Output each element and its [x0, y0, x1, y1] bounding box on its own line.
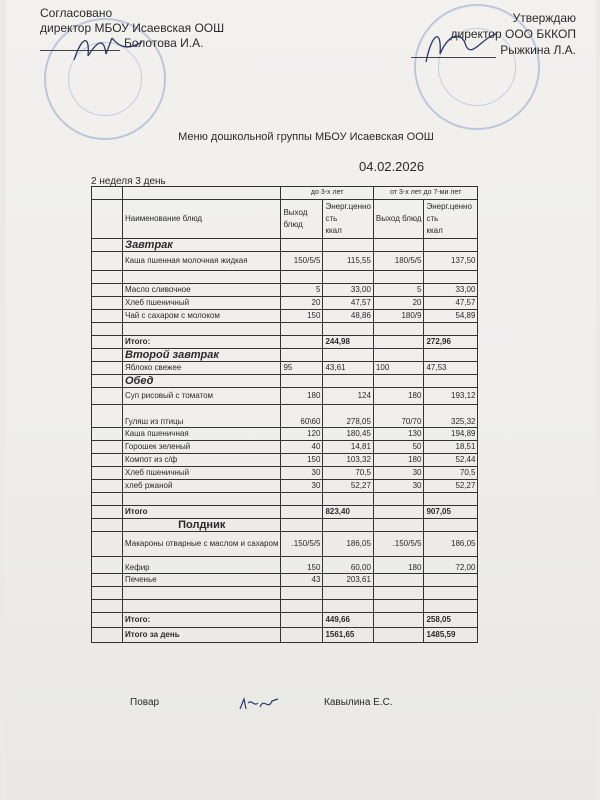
energy-value: 48,86 — [323, 310, 373, 323]
energy-value: 60,00 — [323, 557, 373, 574]
energy-value: 70,5 — [323, 467, 373, 480]
section-row-snack — [92, 519, 478, 532]
approval-right-name: Рыжкина Л.А. — [500, 43, 576, 57]
output-value: 5 — [281, 284, 323, 297]
table-row — [92, 467, 478, 480]
output-value: 180 — [373, 454, 424, 467]
energy-value: 18,51 — [424, 441, 478, 454]
table-row — [92, 323, 478, 336]
dish-name: Каша пшенная молочная жидкая — [123, 252, 281, 271]
dish-name: Горошек зеленый — [123, 441, 281, 454]
age-header-1-3: до 3-х лет — [281, 187, 373, 200]
output-value: 30 — [373, 480, 424, 493]
energy-value: 43,61 — [323, 362, 373, 375]
output-value: 180 — [373, 557, 424, 574]
energy-value: 54,89 — [424, 310, 478, 323]
cook-label: Повар — [130, 697, 160, 708]
table-row — [92, 362, 478, 375]
table-row — [92, 405, 478, 428]
output-value: 150 — [281, 557, 323, 574]
section-row-breakfast — [92, 239, 478, 252]
output-value: 100 — [373, 362, 424, 375]
section-second-breakfast: Второй завтрак — [123, 349, 281, 362]
table-row — [92, 252, 478, 271]
output-value: 180/9 — [373, 310, 424, 323]
table-row — [92, 428, 478, 441]
output-value: 5 — [373, 284, 424, 297]
approval-right-position: директор ООО БККОП — [450, 27, 576, 41]
dish-name: Суп рисовый с томатом — [123, 388, 281, 405]
table-row — [92, 532, 478, 557]
section-lunch: Обед — [123, 375, 281, 388]
menu-title: Меню дошкольной группы МБОУ Исаевская ООШ — [178, 131, 434, 143]
header-dish-name: Наименование блюд — [123, 200, 281, 239]
energy-value: 70,5 — [424, 467, 478, 480]
total-energy-2: 258,05 — [424, 613, 478, 628]
total-label: Итого: — [123, 613, 281, 628]
dish-name: Чай с сахаром с молоком — [123, 310, 281, 323]
output-value: 150 — [281, 454, 323, 467]
output-value: 43 — [281, 574, 323, 587]
output-value: 30 — [281, 480, 323, 493]
table-row — [92, 454, 478, 467]
total-energy-1: 244,98 — [323, 336, 373, 349]
energy-value: 194,89 — [424, 428, 478, 441]
output-value: 130 — [373, 428, 424, 441]
section-row-second-breakfast — [92, 349, 478, 362]
table-row — [92, 297, 478, 310]
energy-value: 180,45 — [323, 428, 373, 441]
cook-name: Кавылина Е.С. — [324, 697, 393, 708]
table-row — [92, 587, 478, 600]
energy-value: 278,05 — [323, 405, 373, 428]
header-output-2: Выход блюд — [373, 200, 424, 239]
age-header-3-7: от 3-х лет до 7-ми лет — [373, 187, 478, 200]
day-total-energy-1: 1561,65 — [323, 628, 373, 643]
table-row — [92, 600, 478, 613]
table-row — [92, 574, 478, 587]
energy-value: 186,05 — [424, 532, 478, 557]
output-value: .150/5/5 — [373, 532, 424, 557]
output-value: 150 — [281, 310, 323, 323]
menu-table — [91, 186, 478, 643]
table-row — [92, 310, 478, 323]
total-row-lunch — [92, 506, 478, 519]
table-row — [92, 557, 478, 574]
menu-date: 04.02.2026 — [359, 159, 425, 174]
energy-value: 33,00 — [424, 284, 478, 297]
output-value: .150/5/5 — [281, 532, 323, 557]
table-row — [92, 187, 478, 200]
output-value: 180 — [373, 388, 424, 405]
energy-value: 137,50 — [424, 252, 478, 271]
dish-name: Хлеб пшеничный — [123, 297, 281, 310]
table-row — [92, 493, 478, 506]
energy-value — [424, 574, 478, 587]
energy-value: 33,00 — [323, 284, 373, 297]
output-value: 30 — [373, 467, 424, 480]
output-value: 20 — [373, 297, 424, 310]
output-value: 120 — [281, 428, 323, 441]
total-energy-1: 449,66 — [323, 613, 373, 628]
energy-value: 52,44 — [424, 454, 478, 467]
dish-name: Масло сливочное — [123, 284, 281, 297]
output-value: 30 — [281, 467, 323, 480]
energy-value: 203,61 — [323, 574, 373, 587]
table-row — [92, 271, 478, 284]
energy-value: 325,32 — [424, 405, 478, 428]
dish-name: Кефир — [123, 557, 281, 574]
approval-left-label: Согласовано — [40, 6, 113, 20]
dish-name: Гуляш из птицы — [123, 405, 281, 428]
dish-name: Яблоко свежее — [123, 362, 281, 375]
total-label: Итого: — [123, 336, 281, 349]
header-energy-1: Энерг.ценно сть ккал — [323, 200, 373, 239]
dish-name: Макароны отварные с маслом и сахаром — [123, 532, 281, 557]
cook-signature — [236, 693, 282, 715]
energy-value: 103,32 — [323, 454, 373, 467]
energy-value: 47,57 — [424, 297, 478, 310]
dish-name: Каша пшеничная — [123, 428, 281, 441]
output-value: 50 — [373, 441, 424, 454]
column-header-row — [92, 200, 478, 239]
energy-value: 193,12 — [424, 388, 478, 405]
energy-value: 124 — [323, 388, 373, 405]
approval-right-label: Утверждаю — [512, 11, 576, 25]
dish-name: Компот из с/ф — [123, 454, 281, 467]
table-row — [92, 441, 478, 454]
energy-value: 72,00 — [424, 557, 478, 574]
output-value: 150/5/5 — [281, 252, 323, 271]
table-row — [92, 480, 478, 493]
energy-value: 47,53 — [424, 362, 478, 375]
table-row — [92, 284, 478, 297]
output-value: 70/70 — [373, 405, 424, 428]
left-signature — [68, 30, 148, 70]
energy-value: 47,57 — [323, 297, 373, 310]
week-day-label: 2 неделя 3 день — [91, 176, 166, 187]
total-row-day — [92, 628, 478, 643]
section-snack: Полдник — [123, 519, 281, 532]
energy-value: 52,27 — [424, 480, 478, 493]
output-value: 20 — [281, 297, 323, 310]
header-output-1: Выход блюд — [281, 200, 323, 239]
output-value: 60\60 — [281, 405, 323, 428]
total-energy-1: 823,40 — [323, 506, 373, 519]
table-row — [92, 388, 478, 405]
dish-name: Хлеб пшеничный — [123, 467, 281, 480]
day-total-label: Итого за день — [123, 628, 281, 643]
total-row-breakfast — [92, 336, 478, 349]
section-breakfast: Завтрак — [123, 239, 281, 252]
header-energy-2: Энерг.ценно сть ккал — [424, 200, 478, 239]
day-total-energy-2: 1485,59 — [424, 628, 478, 643]
right-signature — [416, 24, 506, 69]
output-value: 180 — [281, 388, 323, 405]
section-row-lunch — [92, 375, 478, 388]
energy-value: 14,81 — [323, 441, 373, 454]
energy-value: 186,05 — [323, 532, 373, 557]
approval-left-name: Болотова И.А. — [124, 36, 204, 50]
output-value: 95 — [281, 362, 323, 375]
total-label: Итого — [123, 506, 281, 519]
output-value — [373, 574, 424, 587]
total-row-snack — [92, 613, 478, 628]
output-value: 180/5/5 — [373, 252, 424, 271]
total-energy-2: 272,96 — [424, 336, 478, 349]
total-energy-2: 907,05 — [424, 506, 478, 519]
document-sheet — [6, 0, 596, 800]
energy-value: 52,27 — [323, 480, 373, 493]
dish-name: хлеб ржаной — [123, 480, 281, 493]
energy-value: 115,55 — [323, 252, 373, 271]
approval-left-position: директор МБОУ Исаевская ООШ — [40, 21, 225, 35]
output-value: 40 — [281, 441, 323, 454]
dish-name: Печенье — [123, 574, 281, 587]
